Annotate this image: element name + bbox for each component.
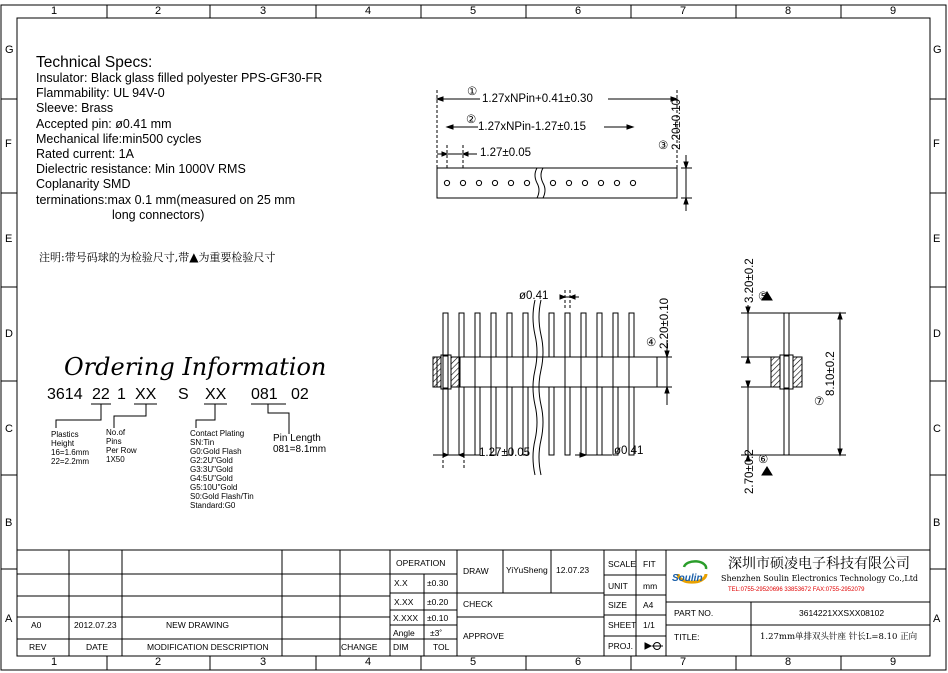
tol-row-3-val: ±0.10 bbox=[427, 613, 449, 623]
tol-row-2-val: ±0.20 bbox=[427, 597, 449, 607]
zone-right-g: G bbox=[933, 44, 942, 56]
legend-line: No.of bbox=[106, 428, 126, 437]
legend-line: Height bbox=[51, 439, 75, 448]
header-change: CHANGE bbox=[341, 642, 378, 652]
pn-part-rows: 1 bbox=[117, 386, 126, 403]
zone-bottom-6: 6 bbox=[575, 656, 582, 668]
spec-line: Mechanical life:min500 cycles bbox=[36, 131, 202, 146]
dim-lower-pin: 2.70±0.2 bbox=[744, 449, 756, 494]
draw-label: DRAW bbox=[463, 566, 489, 576]
zone-bottom-7: 7 bbox=[680, 656, 687, 668]
zone-left-f: F bbox=[5, 138, 12, 150]
spec-line-continued: long connectors) bbox=[112, 207, 205, 222]
dim-pin-dia-top: ø0.41 bbox=[519, 290, 549, 302]
operation-label: OPERATION bbox=[396, 558, 446, 568]
unit-label: UNIT bbox=[608, 581, 628, 591]
balloon-1: ① bbox=[467, 86, 478, 98]
top-view bbox=[437, 90, 692, 211]
rev-description: NEW DRAWING bbox=[166, 620, 229, 630]
header-dim: DIM bbox=[393, 642, 409, 652]
ordering-title: Ordering Information bbox=[64, 353, 327, 381]
legend-line: Per Row bbox=[106, 446, 137, 455]
zone-top-5: 5 bbox=[470, 5, 477, 17]
company-name-cn: 深圳市硕凌电子科技有限公司 bbox=[728, 556, 910, 572]
legend-line: G4:5U"Gold bbox=[190, 474, 233, 483]
legend-line: SN:Tin bbox=[190, 438, 215, 447]
balloon-6: ⑥ bbox=[758, 454, 769, 466]
rev-value: A0 bbox=[31, 620, 42, 630]
sheet-value: 1/1 bbox=[643, 620, 655, 630]
zone-bottom-4: 4 bbox=[365, 656, 372, 668]
title-value: 1.27mm单排双头针座 针长L=8.10 正向 bbox=[760, 632, 918, 642]
spec-line: Accepted pin: ø0.41 mm bbox=[36, 116, 172, 131]
tol-row-1-val: ±0.30 bbox=[427, 578, 449, 588]
zone-top-9: 9 bbox=[890, 5, 897, 17]
dim-pitch-top: 1.27±0.05 bbox=[480, 147, 532, 159]
legend-line: Pin Length bbox=[273, 433, 321, 444]
zone-left-d: D bbox=[5, 328, 13, 340]
zone-left-c: C bbox=[5, 423, 13, 435]
check-label: CHECK bbox=[463, 599, 493, 609]
unit-value: mm bbox=[643, 581, 658, 591]
zone-left-a: A bbox=[5, 613, 13, 625]
header-modification: MODIFICATION DESCRIPTION bbox=[147, 642, 269, 652]
zone-left-g: G bbox=[5, 44, 14, 56]
projection-label: PROJ. bbox=[608, 641, 634, 651]
legend-line: 1X50 bbox=[106, 455, 125, 464]
approve-label: APPROVE bbox=[463, 631, 505, 641]
dim-pitch-front: 1.27±0.05 bbox=[479, 447, 531, 459]
spec-line: terminations:max 0.1 mm(measured on 25 mm bbox=[36, 192, 296, 207]
zone-right-e: E bbox=[933, 233, 941, 245]
zone-top-6: 6 bbox=[575, 5, 582, 17]
pn-part-base: 3614 bbox=[47, 386, 83, 403]
pn-part-pins: XX bbox=[135, 386, 157, 403]
spec-line: Rated current: 1A bbox=[36, 147, 134, 162]
company-name-en: Shenzhen Soulin Electronics Technology Co.,Ltd bbox=[721, 574, 919, 583]
zone-top-1: 1 bbox=[51, 5, 58, 17]
dim-height-front: 2.20±0.10 bbox=[659, 297, 671, 349]
dim-total-pin: 8.10±0.2 bbox=[825, 351, 837, 396]
note-text-post: 为重要检验尺寸 bbox=[198, 251, 276, 264]
plating-legend bbox=[190, 429, 254, 510]
rev-date: 2012.07.23 bbox=[74, 620, 117, 630]
legend-line: 16=1.6mm bbox=[51, 448, 90, 457]
zone-right-b: B bbox=[933, 517, 941, 529]
tol-row-2-dim: X.XX bbox=[394, 597, 414, 607]
size-value: A4 bbox=[643, 600, 654, 610]
dim-pin-dia-bottom: ø0.41 bbox=[614, 445, 644, 457]
specs-heading: Technical Specs: bbox=[36, 54, 153, 71]
spec-line: Insulator: Black glass filled polyester PPS-GF30-FR bbox=[36, 71, 323, 85]
tol-row-3-dim: X.XXX bbox=[393, 613, 419, 623]
zone-right-a: A bbox=[933, 613, 941, 625]
legend-line: Pins bbox=[106, 437, 122, 446]
legend-line: S0:Gold Flash/Tin bbox=[190, 492, 254, 501]
header-tol: TOL bbox=[433, 642, 450, 652]
legend-line: 22=2.2mm bbox=[51, 457, 90, 466]
size-label: SIZE bbox=[608, 600, 627, 610]
inspection-note bbox=[39, 251, 275, 263]
zone-bottom-2: 2 bbox=[155, 656, 162, 668]
zone-top-7: 7 bbox=[680, 5, 687, 17]
spec-line: Coplanarity SMD bbox=[36, 177, 131, 192]
legend-line: G5:10U"Gold bbox=[190, 483, 238, 492]
zone-top-8: 8 bbox=[785, 5, 792, 17]
zone-bottom-1: 1 bbox=[51, 656, 58, 668]
header-date: DATE bbox=[86, 642, 109, 652]
legend-line: Contact Plating bbox=[190, 429, 245, 438]
zone-right-f: F bbox=[933, 138, 940, 150]
zone-top-4: 4 bbox=[365, 5, 372, 17]
pn-part-height: 22 bbox=[92, 386, 110, 403]
dim-height-top: 2.20±0.10 bbox=[671, 98, 683, 150]
balloon-5: ⑤ bbox=[758, 291, 769, 303]
pins-legend bbox=[106, 428, 137, 464]
zone-left-b: B bbox=[5, 517, 13, 529]
balloon-3: ③ bbox=[658, 140, 669, 152]
zone-top-2: 2 bbox=[155, 5, 162, 17]
balloon-4: ④ bbox=[646, 337, 657, 349]
zone-right-c: C bbox=[933, 423, 941, 435]
plastics-legend bbox=[51, 430, 89, 466]
company-contact: TEL:0755-29520696 33853672 FAX:0755-2952079 bbox=[728, 587, 865, 593]
draw-date: 12.07.23 bbox=[556, 565, 590, 575]
zone-bottom-9: 9 bbox=[890, 656, 897, 668]
legend-line: G3:3U"Gold bbox=[190, 465, 233, 474]
pn-part-suffix: 02 bbox=[291, 386, 309, 403]
pn-part-type: S bbox=[178, 386, 189, 403]
zone-bottom-5: 5 bbox=[470, 656, 477, 668]
scale-value: FIT bbox=[643, 559, 656, 569]
zone-top-3: 3 bbox=[260, 5, 267, 17]
legend-line: 081=8.1mm bbox=[273, 444, 327, 455]
dim-overall-length: 1.27xNPin+0.41±0.30 bbox=[482, 93, 593, 105]
pn-part-plating: XX bbox=[205, 386, 227, 403]
legend-line: Plastics bbox=[51, 430, 79, 439]
zone-right-d: D bbox=[933, 328, 941, 340]
legend-line: Standard:G0 bbox=[190, 501, 236, 510]
legend-line: G2:2U"Gold bbox=[190, 456, 233, 465]
pinlen-legend bbox=[273, 433, 326, 455]
zone-bottom-8: 8 bbox=[785, 656, 792, 668]
legend-line: G0:Gold Flash bbox=[190, 447, 242, 456]
header-rev: REV bbox=[29, 642, 47, 652]
zone-bottom-3: 3 bbox=[260, 656, 267, 668]
spec-line: Flammability: UL 94V-0 bbox=[36, 86, 165, 101]
tol-row-1-dim: X.X bbox=[394, 578, 408, 588]
title-label: TITLE: bbox=[674, 632, 700, 642]
tol-row-4-dim: Angle bbox=[393, 628, 415, 638]
spec-line: Sleeve: Brass bbox=[36, 101, 114, 116]
technical-specs bbox=[36, 54, 322, 223]
partno-value: 3614221XXSXX08102 bbox=[799, 608, 885, 618]
balloon-2: ② bbox=[466, 114, 477, 126]
company-logo: Soulin bbox=[672, 573, 703, 584]
triangle-icon: ▲ bbox=[189, 250, 199, 264]
drawer-name: YiYuSheng bbox=[506, 565, 548, 575]
spec-line: Dielectric resistance: Min 1000V RMS bbox=[36, 162, 246, 177]
balloon-7: ⑦ bbox=[814, 396, 825, 408]
ordering-leaders bbox=[56, 404, 289, 434]
scale-label: SCALE bbox=[608, 559, 636, 569]
zone-left-e: E bbox=[5, 233, 13, 245]
partno-label: PART NO. bbox=[674, 608, 714, 618]
dim-upper-pin: 3.20±0.2 bbox=[744, 258, 756, 303]
note-text-pre: 注明:带号码球的为检验尺寸,带 bbox=[39, 251, 190, 264]
tol-row-4-val: ±3˚ bbox=[430, 628, 443, 638]
sheet-label: SHEET bbox=[608, 620, 637, 630]
pn-part-length: 081 bbox=[251, 386, 278, 403]
dim-pitch-span: 1.27xNPin-1.27±0.15 bbox=[478, 121, 586, 133]
